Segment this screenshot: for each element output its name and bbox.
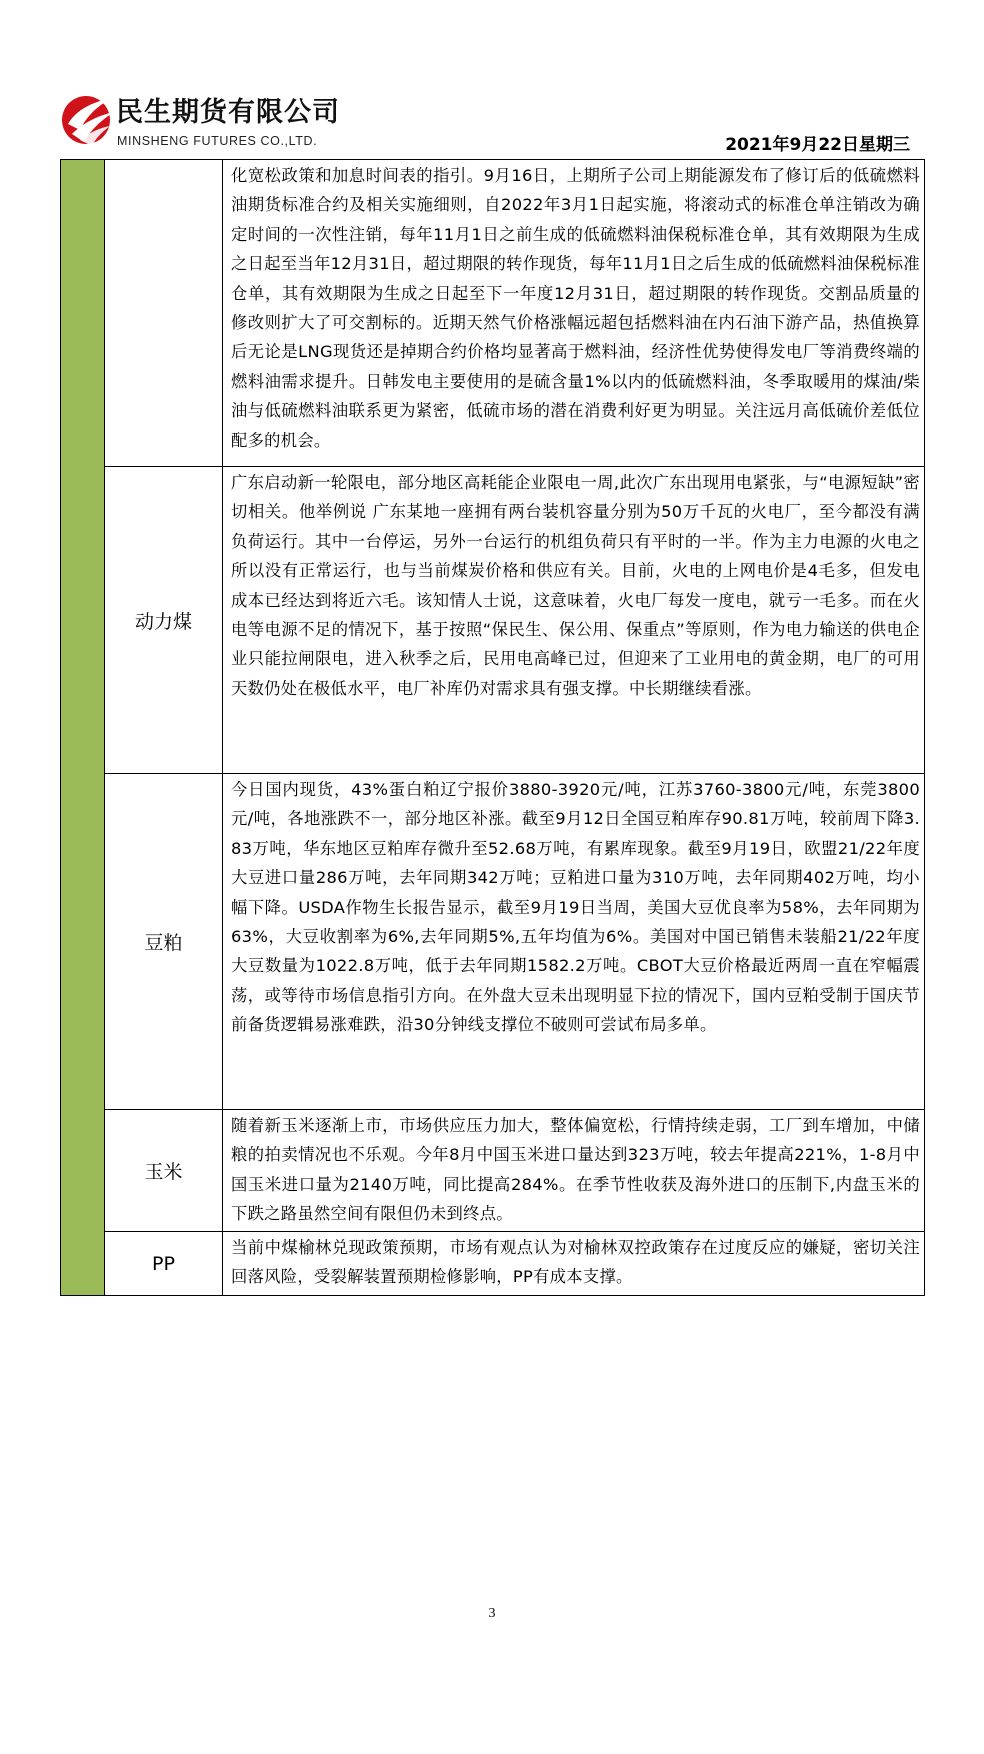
company-name-en: MINSHENG FUTURES CO.,LTD. [117, 134, 318, 148]
row-commentary: 今日国内现货，43%蛋白粕辽宁报价3880-3920元/吨，江苏3760-3800元/吨，东莞3800元/吨，各地涨跌不一，部分地区补涨。截至9月12日全国豆粕库存90.81万吨，较前周下降3.83万吨，华东地区豆粕库存微升至52.68万吨，有累库现象。截至9月19日，欧盟21/22年度大豆进口量286万吨，去年同期342万吨；豆粕进口量为310万吨，去年同期402万吨，均小幅下降。USDA作物生长报告显示，截至9月19日当周，美国大豆优良率为58%，去年同期为63%，大豆收割率为6%,去年同期5%,五年均值为6%。美国对中国已销售未装船21/22年度大豆数量为1022.8万吨，低于去年同期1582.2万吨。CBOT大豆价格最近两周一直在窄幅震荡，或等待市场信息指引方向。在外盘大豆未出现明显下拉的情况下，国内豆粕受制于国庆节前备货逻辑易涨难跌，沿30分钟线支撑位不破则可尝试布局多单。 [223, 774, 925, 1110]
category-color-bar [61, 160, 105, 1296]
table-row [61, 774, 925, 1110]
row-label: 豆粕 [105, 774, 223, 1110]
report-date: 2021年9月22日星期三 [725, 135, 910, 155]
row-label: 玉米 [105, 1110, 223, 1232]
row-commentary: 当前中煤榆林兑现政策预期，市场有观点认为对榆林双控政策存在过度反应的嫌疑，密切关注回落风险，受裂解装置预期检修影响，PP有成本支撑。 [223, 1232, 925, 1296]
row-commentary: 广东启动新一轮限电，部分地区高耗能企业限电一周,此次广东出现用电紧张，与“电源短缺”密切相关。他举例说 广东某地一座拥有两台装机容量分别为50万千瓦的火电厂，至今都没有满负荷运行。其中一台停运，另外一台运行的机组负荷只有平时的一半。作为主力电源的火电之所以没有正常运行，也与当前煤炭价格和供应有关。目前，火电的上网电价是4毛多，但发电成本已经达到将近六毛。该知情人士说，这意味着，火电厂每发一度电，就亏一毛多。而在火电等电源不足的情况下，基于按照“保民生、保公用、保重点”等原则，作为电力输送的供电企业只能拉闸限电，进入秋季之后，民用电高峰已过，但迎来了工业用电的黄金期，电厂的可用天数仍处在极低水平，电厂补库仍对需求具有强支撑。中长期继续看涨。 [223, 467, 925, 774]
commodity-commentary-table [60, 159, 925, 1296]
minsheng-logo-icon [60, 88, 116, 148]
company-name-cn: 民生期货有限公司 [116, 97, 340, 128]
table-row [61, 467, 925, 774]
row-label [105, 160, 223, 467]
page-header [0, 0, 984, 160]
page-number: 3 [488, 1606, 496, 1621]
row-commentary: 化宽松政策和加息时间表的指引。9月16日，上期所子公司上期能源发布了修订后的低硫燃料油期货标准合约及相关实施细则，自2022年3月1日起实施，将滚动式的标准仓单注销改为确定时间的一次性注销，每年11月1日之前生成的低硫燃料油保税标准仓单，其有效期限为生成之日起至当年12月31日，超过期限的转作现货，每年11月1日之后生成的低硫燃料油保税标准仓单，其有效期限为生成之日起至下一年度12月31日，超过期限的转作现货。交割品质量的修改则扩大了可交割标的。近期天然气价格涨幅远超包括燃料油在内石油下游产品，热值换算后无论是LNG现货还是掉期合约价格均显著高于燃料油，经济性优势使得发电厂等消费终端的燃料油需求提升。日韩发电主要使用的是硫含量1%以内的低硫燃料油，冬季取暖用的煤油/柴油与低硫燃料油联系更为紧密，低硫市场的潜在消费利好更为明显。关注远月高低硫价差低位配多的机会。 [223, 160, 925, 467]
table-row [61, 1232, 925, 1296]
table-row [61, 1110, 925, 1232]
table-row [61, 160, 925, 467]
row-commentary: 随着新玉米逐渐上市，市场供应压力加大，整体偏宽松，行情持续走弱，工厂到车增加，中储粮的拍卖情况也不乐观。今年8月中国玉米进口量达到323万吨，较去年提高221%，1-8月中国玉米进口量为2140万吨，同比提高284%。在季节性收获及海外进口的压制下,内盘玉米的下跌之路虽然空间有限但仍未到终点。 [223, 1110, 925, 1232]
row-label: PP [105, 1232, 223, 1296]
row-label: 动力煤 [105, 467, 223, 774]
